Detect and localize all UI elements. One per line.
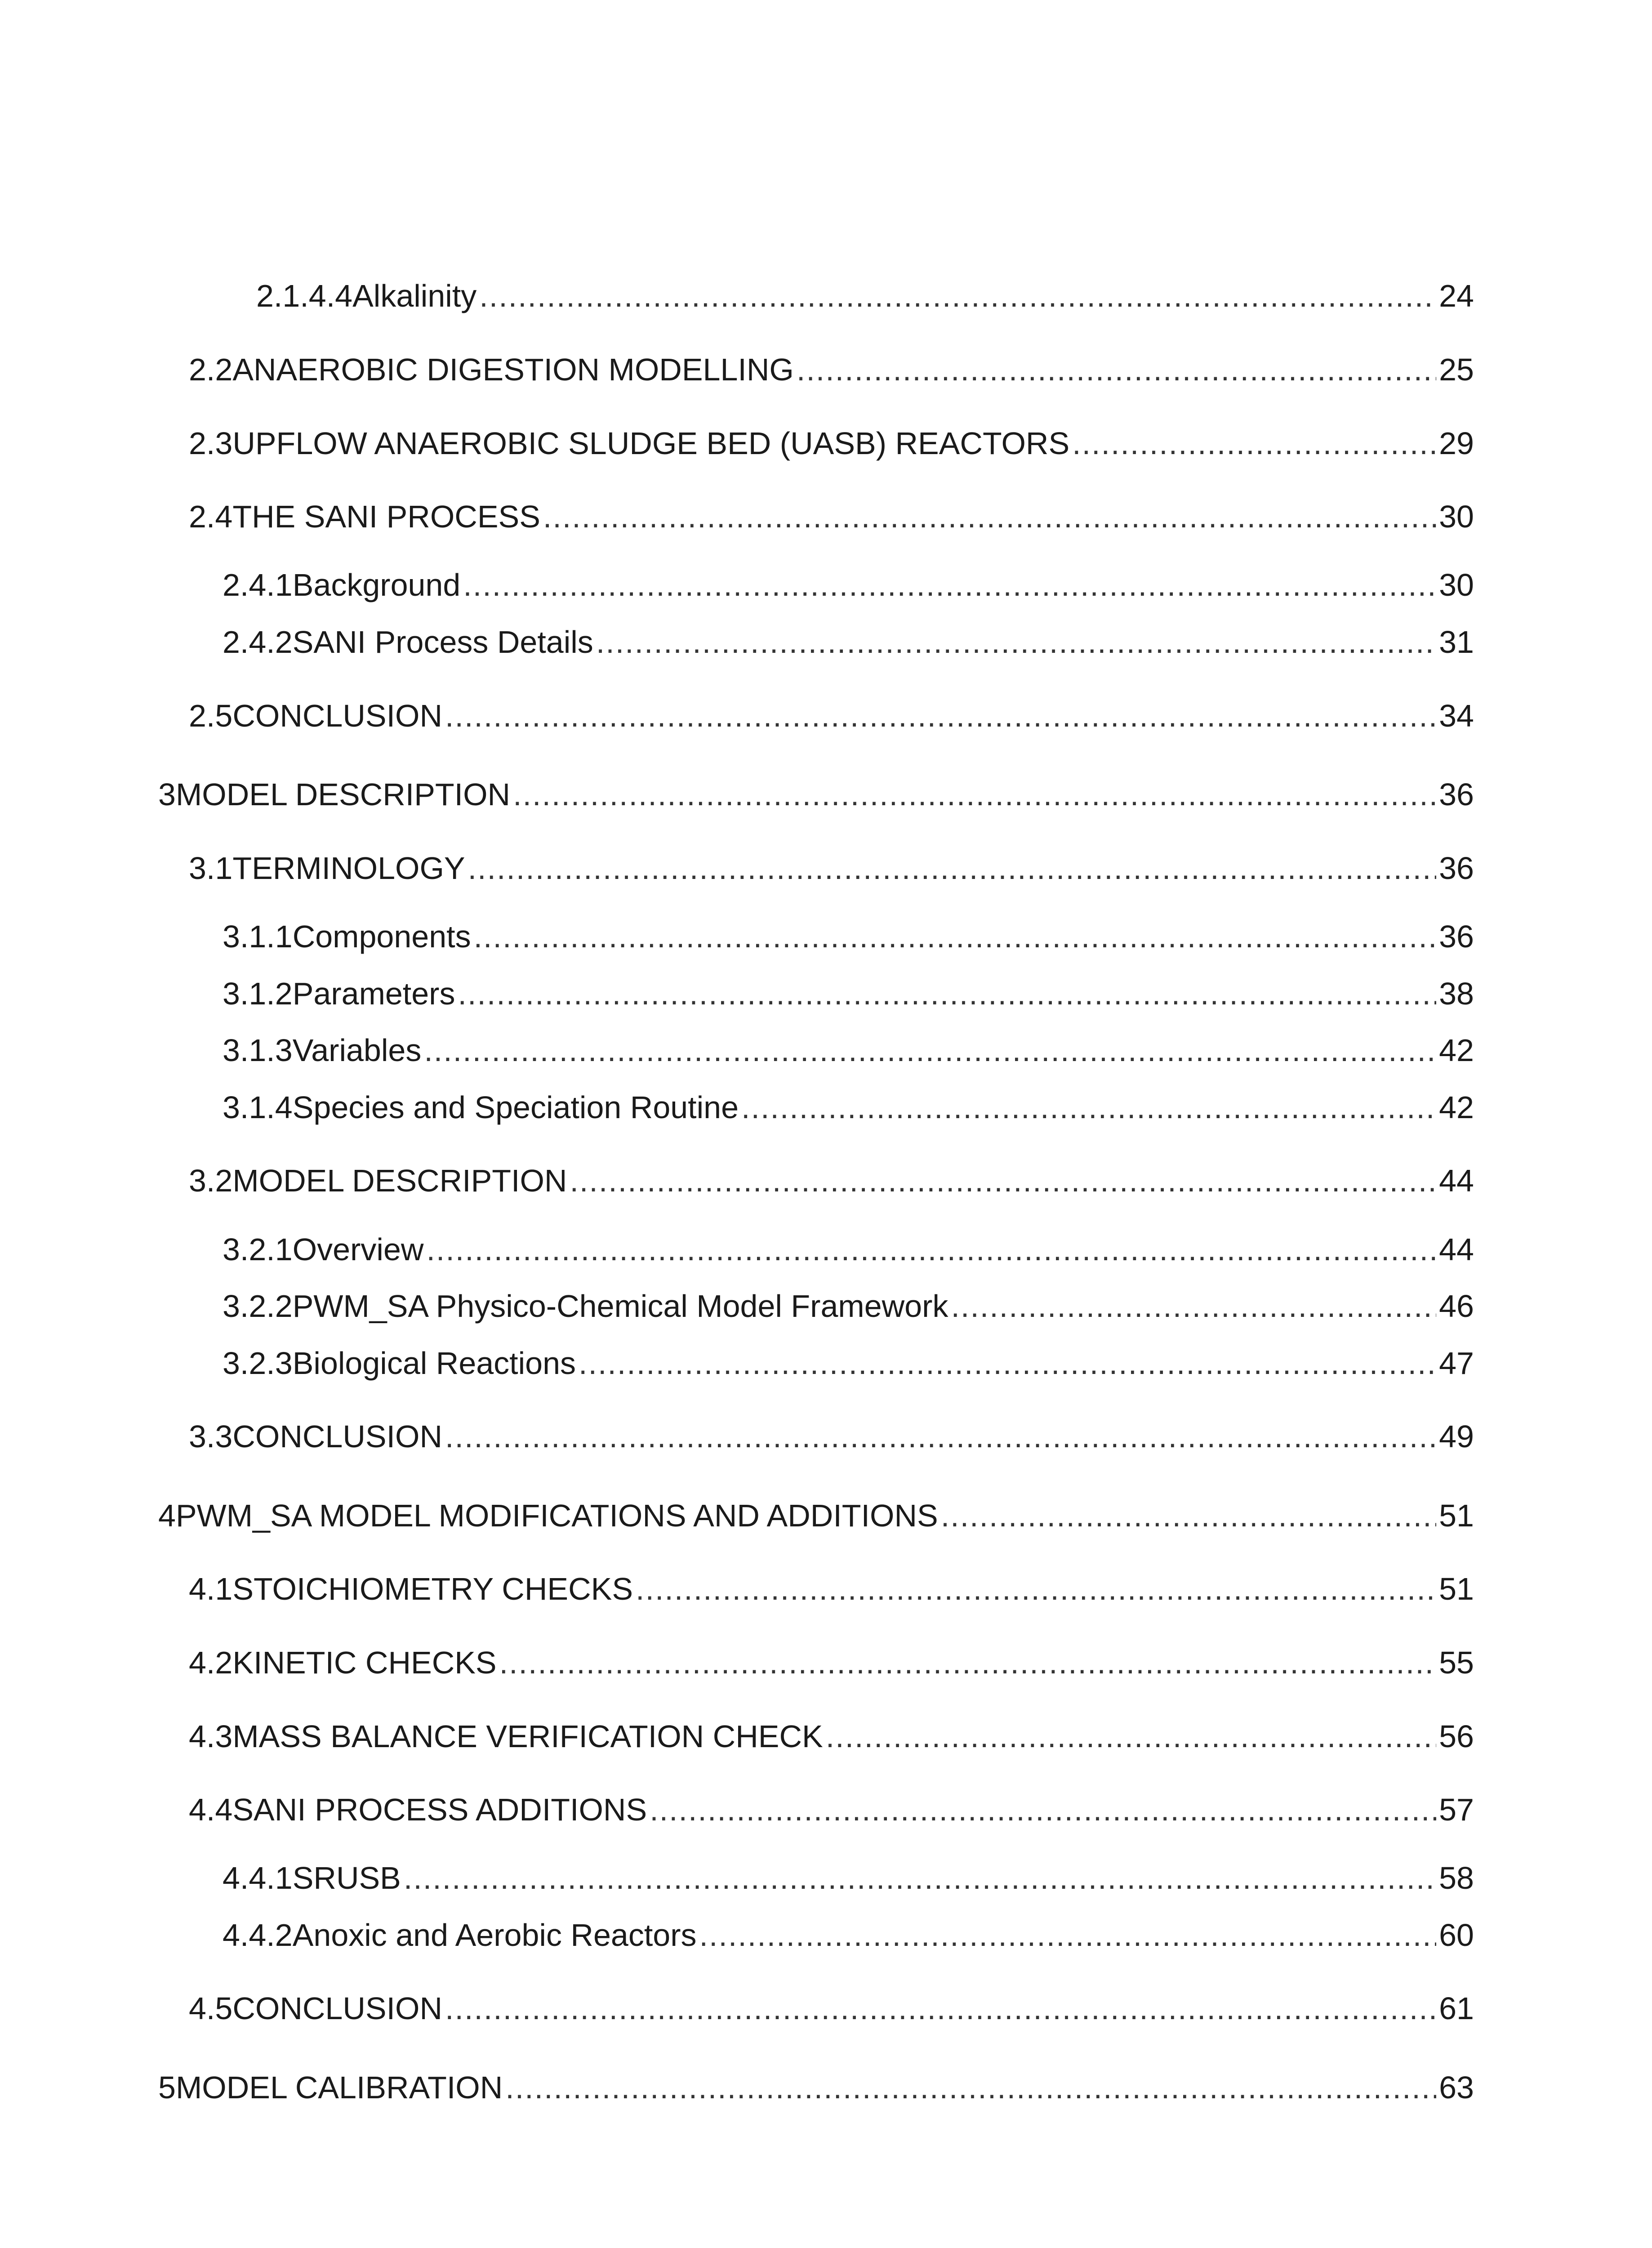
dot-leader — [941, 1497, 1436, 1534]
dot-leader — [741, 1088, 1436, 1126]
toc-entry-number: 3 — [158, 777, 176, 812]
dot-leader — [543, 498, 1436, 535]
toc-entry-title: ANAEROBIC DIGESTION MODELLING — [232, 352, 794, 387]
toc-entry-number: 2.1.4.4 — [256, 278, 353, 313]
toc-entry-number: 2.3 — [189, 426, 233, 461]
toc-entry-title: MODEL CALIBRATION — [175, 2070, 503, 2105]
toc-entry-page: 63 — [1439, 2070, 1474, 2105]
dot-leader — [505, 2069, 1436, 2106]
toc-entry-page: 49 — [1439, 1419, 1474, 1454]
dot-leader — [826, 1717, 1436, 1755]
toc-entry-number: 2.5 — [189, 698, 233, 733]
dot-leader — [463, 566, 1436, 604]
dot-leader — [445, 697, 1436, 735]
dot-leader — [636, 1570, 1436, 1608]
dot-leader — [1072, 424, 1436, 462]
toc-entry-title: Variables — [292, 1033, 422, 1068]
toc-entry-title: KINETIC CHECKS — [232, 1645, 497, 1680]
toc-entry-title: Parameters — [292, 976, 455, 1011]
toc-entry-title: Species and Speciation Routine — [292, 1090, 739, 1125]
dot-leader — [474, 918, 1437, 955]
toc-entry-number: 3.1.3 — [223, 1033, 293, 1068]
toc-entry-number: 4.1 — [189, 1571, 233, 1606]
toc-entry[interactable] — [0, 623, 1474, 661]
toc-entry-number: 4 — [158, 1498, 176, 1533]
dot-leader — [468, 849, 1437, 887]
toc-entry-page: 31 — [1439, 624, 1474, 660]
toc-entry-number: 3.2.2 — [223, 1289, 293, 1324]
toc-entry-number: 2.4 — [189, 499, 233, 534]
toc-entry-page: 44 — [1439, 1163, 1474, 1198]
toc-entry-number: 3.1.4 — [223, 1090, 293, 1125]
toc-entry-page: 24 — [1439, 278, 1474, 313]
toc-entry-number: 2.2 — [189, 352, 233, 387]
dot-leader — [479, 277, 1436, 315]
toc-entry[interactable] — [0, 849, 1474, 887]
toc-entry-title: MODEL DESCRIPTION — [175, 777, 511, 812]
toc-entry-page: 36 — [1439, 851, 1474, 886]
toc-entry[interactable] — [0, 1989, 1474, 2027]
dot-leader — [797, 351, 1436, 388]
toc-entry-number: 4.4 — [189, 1792, 233, 1827]
dot-leader — [445, 1989, 1436, 2027]
toc-entry-title: Components — [292, 919, 471, 954]
toc-entry-title: Overview — [292, 1232, 424, 1267]
toc-entry[interactable] — [0, 2069, 1474, 2106]
dot-leader — [650, 1791, 1436, 1829]
toc-entry-title: THE SANI PROCESS — [232, 499, 540, 534]
toc-entry-number: 5 — [158, 2070, 176, 2105]
toc-entry-title: Background — [292, 567, 461, 602]
toc-entry[interactable] — [0, 1231, 1474, 1268]
toc-entry[interactable] — [0, 776, 1474, 813]
dot-leader — [424, 1031, 1436, 1069]
toc-entry[interactable] — [0, 1859, 1474, 1897]
dot-leader — [499, 1644, 1437, 1682]
toc-entry-title: SANI PROCESS ADDITIONS — [232, 1792, 647, 1827]
toc-entry-title: CONCLUSION — [232, 1419, 443, 1454]
toc-entry-page: 55 — [1439, 1645, 1474, 1680]
toc-entry[interactable] — [0, 1088, 1474, 1126]
toc-entry-title: SANI Process Details — [292, 624, 593, 660]
toc-entry-number: 3.2.1 — [223, 1232, 293, 1267]
toc-entry[interactable] — [0, 566, 1474, 604]
toc-entry-page: 51 — [1439, 1498, 1474, 1533]
toc-entry-page: 60 — [1439, 1918, 1474, 1953]
toc-entry-page: 56 — [1439, 1719, 1474, 1754]
toc-entry-title: CONCLUSION — [232, 1991, 443, 2026]
toc-entry[interactable] — [0, 1570, 1474, 1608]
dot-leader — [570, 1162, 1436, 1200]
toc-entry-number: 4.5 — [189, 1991, 233, 2026]
toc-entry-title: UPFLOW ANAEROBIC SLUDGE BED (UASB) REACTORS — [232, 426, 1070, 461]
toc-entry[interactable] — [0, 424, 1474, 462]
toc-entry-number: 4.4.1 — [223, 1860, 293, 1896]
toc-entry[interactable] — [0, 351, 1474, 388]
toc-entry-page: 36 — [1439, 777, 1474, 812]
toc-entry-title: TERMINOLOGY — [232, 851, 465, 886]
toc-entry-page: 30 — [1439, 567, 1474, 602]
toc-entry[interactable] — [0, 918, 1474, 955]
toc-entry[interactable] — [0, 1791, 1474, 1829]
toc-entry-number: 3.1.1 — [223, 919, 293, 954]
toc-entry-number: 3.1 — [189, 851, 233, 886]
toc-entry-title: CONCLUSION — [232, 698, 443, 733]
toc-entry-page: 34 — [1439, 698, 1474, 733]
dot-leader — [579, 1344, 1436, 1382]
toc-entry-page: 47 — [1439, 1346, 1474, 1381]
toc-entry[interactable] — [0, 1644, 1474, 1682]
dot-leader — [699, 1916, 1437, 1954]
toc-entry-page: 61 — [1439, 1991, 1474, 2026]
toc-entry[interactable] — [0, 1287, 1474, 1325]
dot-leader — [445, 1418, 1436, 1455]
toc-entry-title: PWM_SA MODEL MODIFICATIONS AND ADDITIONS — [175, 1498, 938, 1533]
toc-entry-page: 44 — [1439, 1232, 1474, 1267]
toc-entry[interactable] — [0, 697, 1474, 735]
toc-entry[interactable] — [0, 1916, 1474, 1954]
toc-entry-number: 3.2 — [189, 1163, 233, 1198]
toc-entry-title: Alkalinity — [352, 278, 477, 313]
toc-entry-number: 3.2.3 — [223, 1346, 293, 1381]
toc-entry-page: 51 — [1439, 1571, 1474, 1606]
dot-leader — [404, 1859, 1436, 1897]
toc-entry-number: 3.3 — [189, 1419, 233, 1454]
toc-entry[interactable] — [0, 498, 1474, 535]
toc-entry-page: 29 — [1439, 426, 1474, 461]
toc-entry-title: PWM_SA Physico-Chemical Model Framework — [292, 1289, 948, 1324]
toc-entry-title: Biological Reactions — [292, 1346, 576, 1381]
toc-entry[interactable] — [0, 1497, 1474, 1534]
toc-entry[interactable] — [0, 1418, 1474, 1455]
toc-entry-page: 57 — [1439, 1792, 1474, 1827]
dot-leader — [426, 1231, 1436, 1268]
toc-entry-number: 2.4.2 — [223, 624, 293, 660]
toc-entry-title: Anoxic and Aerobic Reactors — [292, 1918, 697, 1953]
dot-leader — [458, 975, 1437, 1012]
toc-entry-title: STOICHIOMETRY CHECKS — [232, 1571, 633, 1606]
toc-entry[interactable] — [0, 277, 1474, 315]
toc-entry[interactable] — [0, 1162, 1474, 1200]
toc-entry[interactable] — [0, 1344, 1474, 1382]
toc-entry[interactable] — [0, 975, 1474, 1012]
toc-entry-number: 4.2 — [189, 1645, 233, 1680]
toc-entry-number: 4.3 — [189, 1719, 233, 1754]
toc-entry-number: 4.4.2 — [223, 1918, 293, 1953]
toc-entry[interactable] — [0, 1717, 1474, 1755]
dot-leader — [951, 1287, 1436, 1325]
toc-entry[interactable] — [0, 1031, 1474, 1069]
toc-entry-number: 3.1.2 — [223, 976, 293, 1011]
toc-entry-page: 58 — [1439, 1860, 1474, 1896]
toc-entry-title: SRUSB — [292, 1860, 401, 1896]
toc-entry-number: 2.4.1 — [223, 567, 293, 602]
toc-entry-title: MODEL DESCRIPTION — [232, 1163, 567, 1198]
toc-entry-page: 38 — [1439, 976, 1474, 1011]
toc-entry-page: 42 — [1439, 1033, 1474, 1068]
toc-entry-page: 42 — [1439, 1090, 1474, 1125]
toc-entry-page: 30 — [1439, 499, 1474, 534]
toc-entry-page: 46 — [1439, 1289, 1474, 1324]
toc-entry-page: 25 — [1439, 352, 1474, 387]
dot-leader — [596, 623, 1436, 661]
dot-leader — [513, 776, 1436, 813]
toc-entry-title: MASS BALANCE VERIFICATION CHECK — [232, 1719, 823, 1754]
toc-entry-page: 36 — [1439, 919, 1474, 954]
